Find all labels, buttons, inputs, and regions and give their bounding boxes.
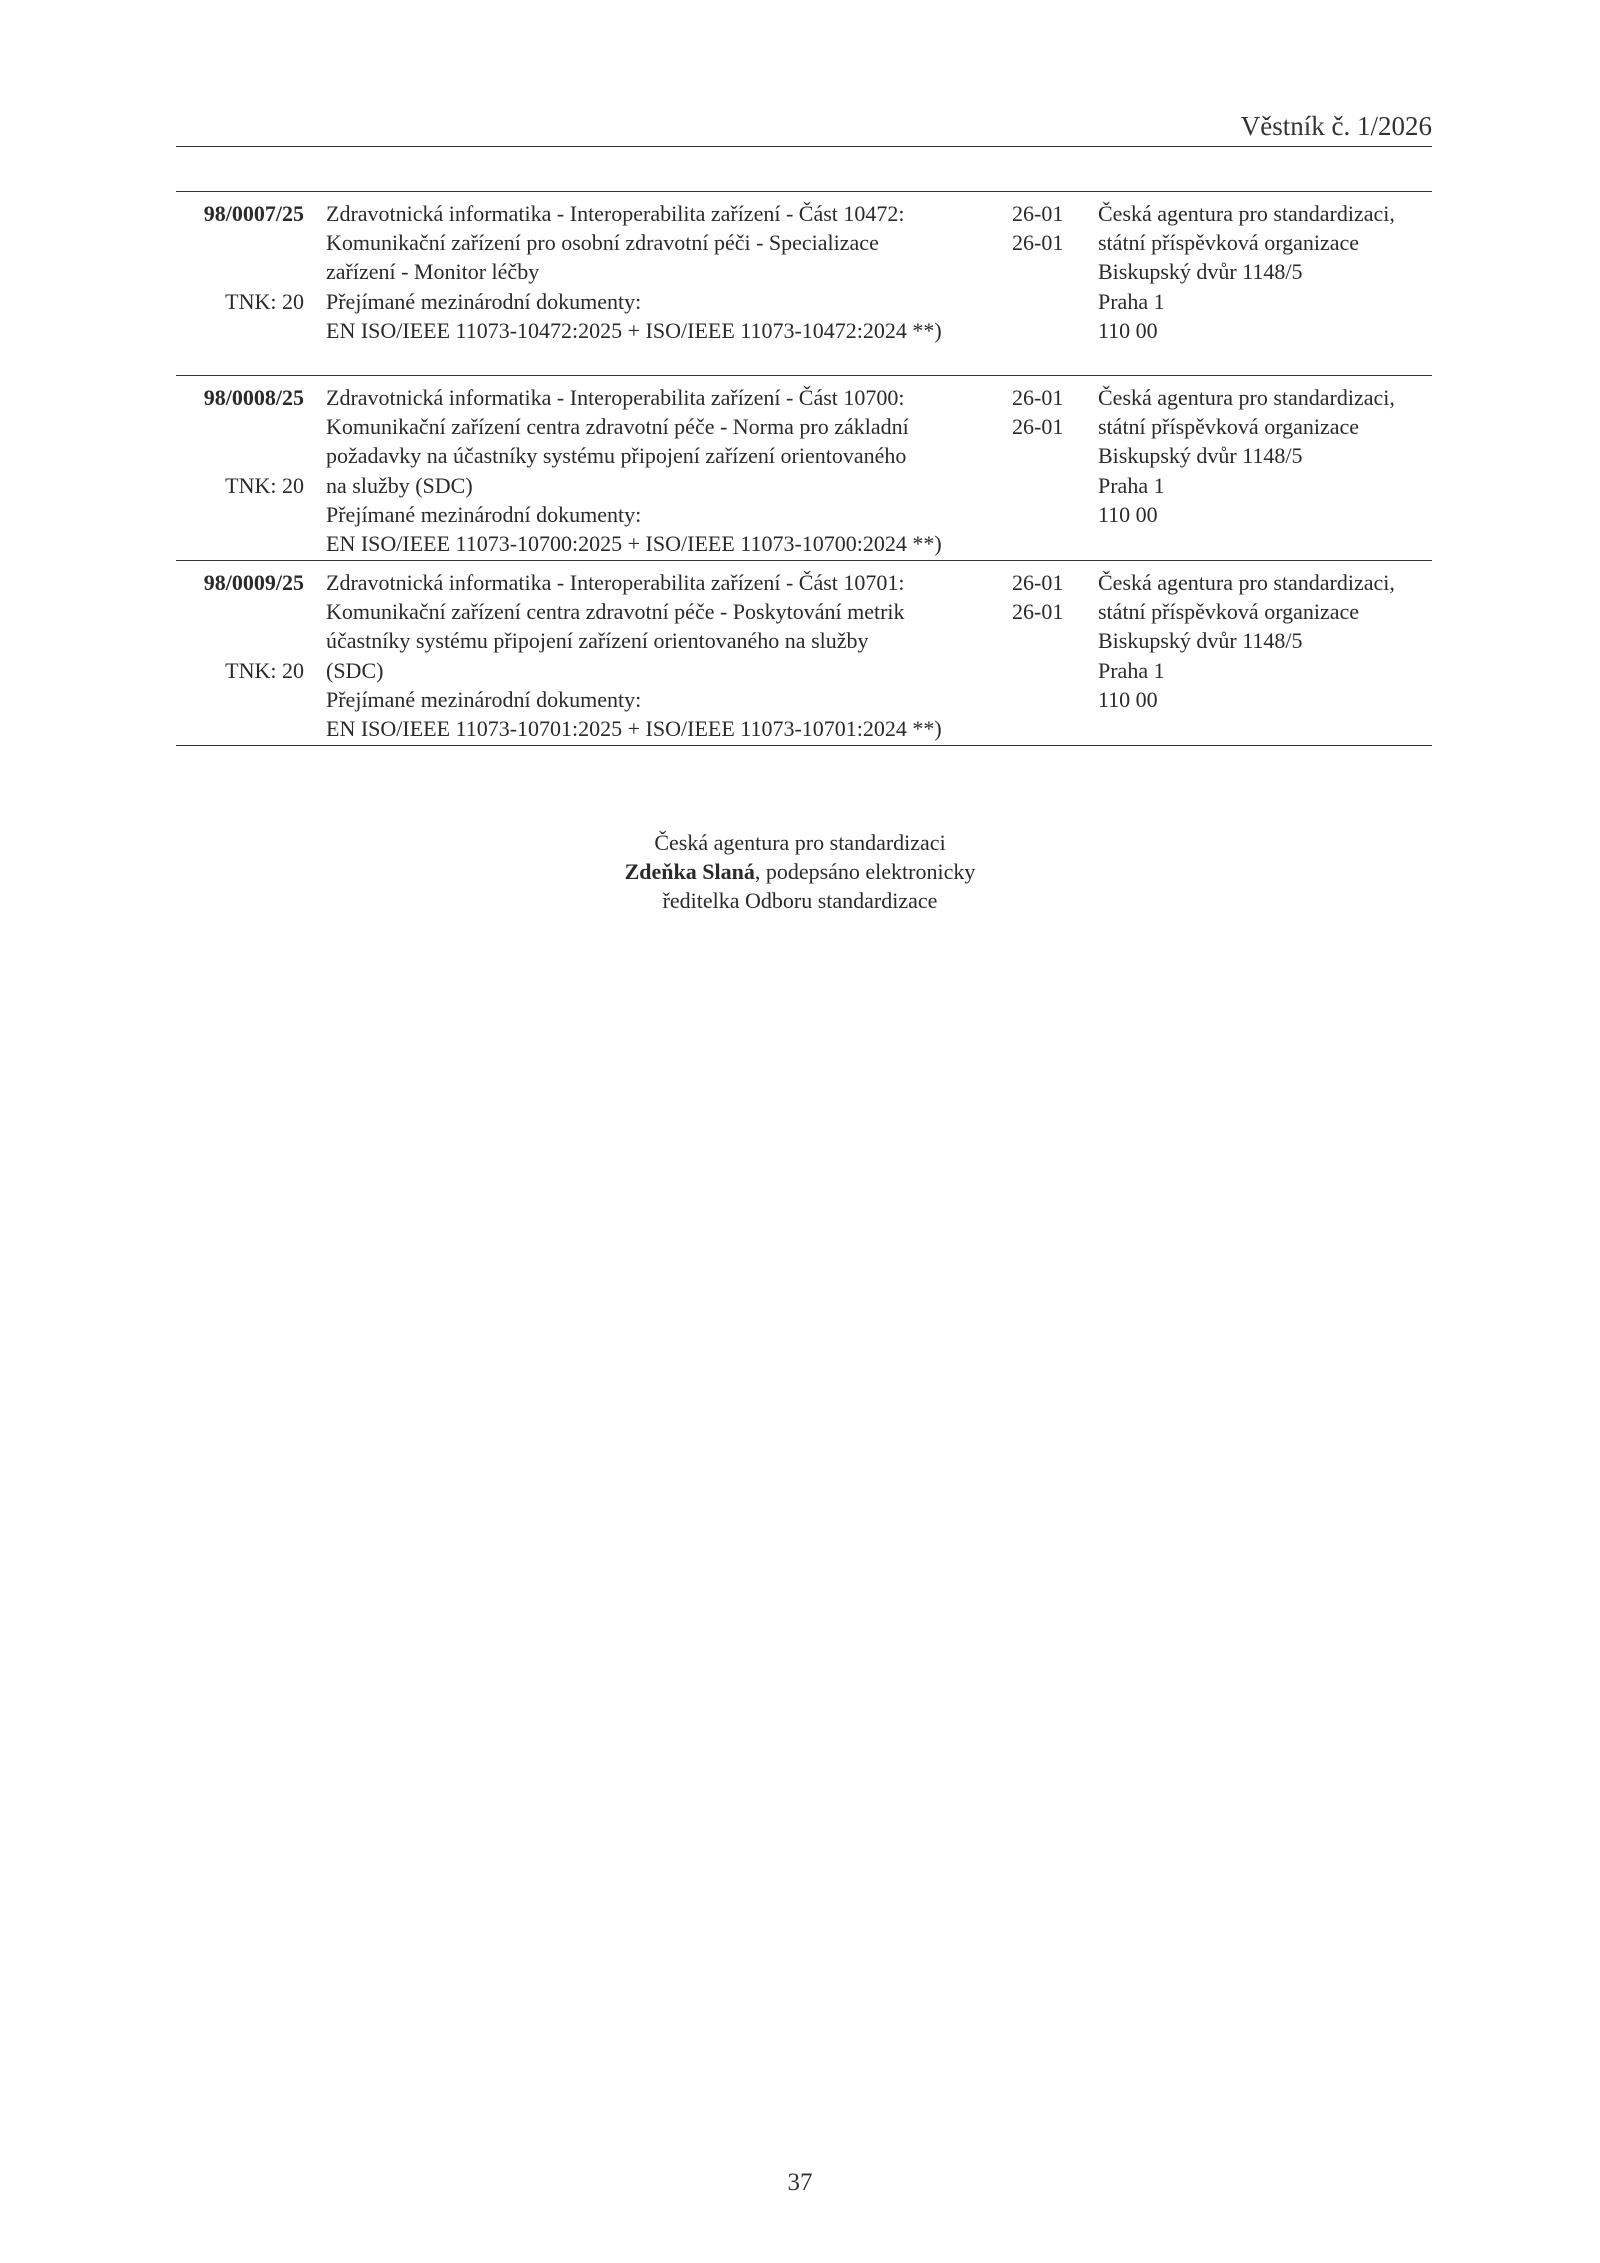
address-cell (1098, 383, 1432, 529)
tnk-label: TNK: 20 (225, 657, 304, 683)
row-id-cell (176, 199, 304, 316)
address-line: Česká agentura pro standardizaci, (1098, 201, 1395, 226)
adopted-documents-label: Přejímané mezinárodní dokumenty: (326, 288, 642, 314)
table-row (176, 192, 1432, 376)
adopted-documents-label: Přejímané mezinárodní dokumenty: (326, 501, 642, 527)
title-line: zařízení - Monitor léčby (326, 259, 540, 285)
address-line: Biskupský dvůr 1148/5 (1098, 259, 1303, 285)
adopted-documents-label: Přejímané mezinárodní dokumenty: (326, 686, 642, 712)
address-line: Praha 1 (1098, 288, 1165, 314)
address-cell (1098, 568, 1432, 714)
signer-role: ředitelka Odboru standardizace (662, 888, 938, 913)
title-line: (SDC) (326, 657, 384, 683)
signature-line (0, 857, 1600, 886)
page-header (176, 110, 1432, 147)
address-line: Biskupský dvůr 1148/5 (1098, 628, 1303, 654)
tnk-label: TNK: 20 (225, 472, 304, 498)
adopted-documents-value: EN ISO/IEEE 11073-10701:2025 + ISO/IEEE 11073-10701:2024 **) (326, 716, 942, 742)
title-line: požadavky na účastníky systému připojení zařízení orientovaného (326, 443, 907, 469)
address-line: Praha 1 (1098, 472, 1165, 498)
code: 26-01 (1012, 599, 1064, 625)
title-line: účastníky systému připojení zařízení orientovaného na služby (326, 628, 869, 654)
standard-number: 98/0009/25 (203, 570, 304, 595)
address-line: Biskupský dvůr 1148/5 (1098, 443, 1303, 469)
title-line: Zdravotnická informatika - Interoperabilita zařízení - Část 10700: (326, 385, 905, 410)
address-line: Česká agentura pro standardizaci, (1098, 385, 1395, 410)
signature-block (0, 828, 1600, 915)
adopted-documents-value: EN ISO/IEEE 11073-10700:2025 + ISO/IEEE 11073-10700:2024 **) (326, 531, 942, 557)
address-line: státní příspěvková organizace (1098, 599, 1360, 625)
standards-table (176, 191, 1432, 746)
codes-cell (1012, 199, 1072, 257)
address-line: 110 00 (1098, 686, 1158, 712)
title-line: Zdravotnická informatika - Interoperabilita zařízení - Část 10701: (326, 570, 905, 595)
codes-cell (1012, 383, 1072, 441)
title-line: Komunikační zařízení centra zdravotní péče - Poskytování metrik (326, 599, 905, 625)
standard-number: 98/0008/25 (203, 385, 304, 410)
adopted-documents-value: EN ISO/IEEE 11073-10472:2025 + ISO/IEEE 11073-10472:2024 **) (326, 317, 942, 343)
signer-suffix: , podepsáno elektronicky (754, 859, 976, 884)
signature-organization: Česká agentura pro standardizaci (654, 830, 946, 855)
standard-number: 98/0007/25 (203, 201, 304, 226)
address-cell (1098, 199, 1432, 345)
page-number: 37 (787, 2169, 813, 2196)
title-line: Zdravotnická informatika - Interoperabilita zařízení - Část 10472: (326, 201, 905, 226)
row-id-cell (176, 568, 304, 685)
journal-issue-title: Věstník č. 1/2026 (1240, 111, 1432, 141)
code: 26-01 (1012, 201, 1064, 226)
address-line: 110 00 (1098, 317, 1158, 343)
code: 26-01 (1012, 385, 1064, 410)
address-line: 110 00 (1098, 501, 1158, 527)
address-line: Česká agentura pro standardizaci, (1098, 570, 1395, 595)
title-line: Komunikační zařízení pro osobní zdravotní péči - Specializace (326, 230, 879, 256)
code: 26-01 (1012, 230, 1064, 256)
table-row (176, 561, 1432, 746)
title-line: na služby (SDC) (326, 472, 473, 498)
title-cell (326, 199, 942, 345)
code: 26-01 (1012, 570, 1064, 595)
row-id-cell (176, 383, 304, 500)
codes-cell (1012, 568, 1072, 626)
address-line: státní příspěvková organizace (1098, 230, 1360, 256)
title-cell (326, 383, 942, 558)
code: 26-01 (1012, 414, 1064, 440)
title-line: Komunikační zařízení centra zdravotní péče - Norma pro základní (326, 414, 909, 440)
address-line: státní příspěvková organizace (1098, 414, 1360, 440)
title-cell (326, 568, 942, 743)
address-line: Praha 1 (1098, 657, 1165, 683)
table-row (176, 376, 1432, 561)
signer-name: Zdeňka Slaná (624, 859, 755, 884)
tnk-label: TNK: 20 (225, 288, 304, 314)
